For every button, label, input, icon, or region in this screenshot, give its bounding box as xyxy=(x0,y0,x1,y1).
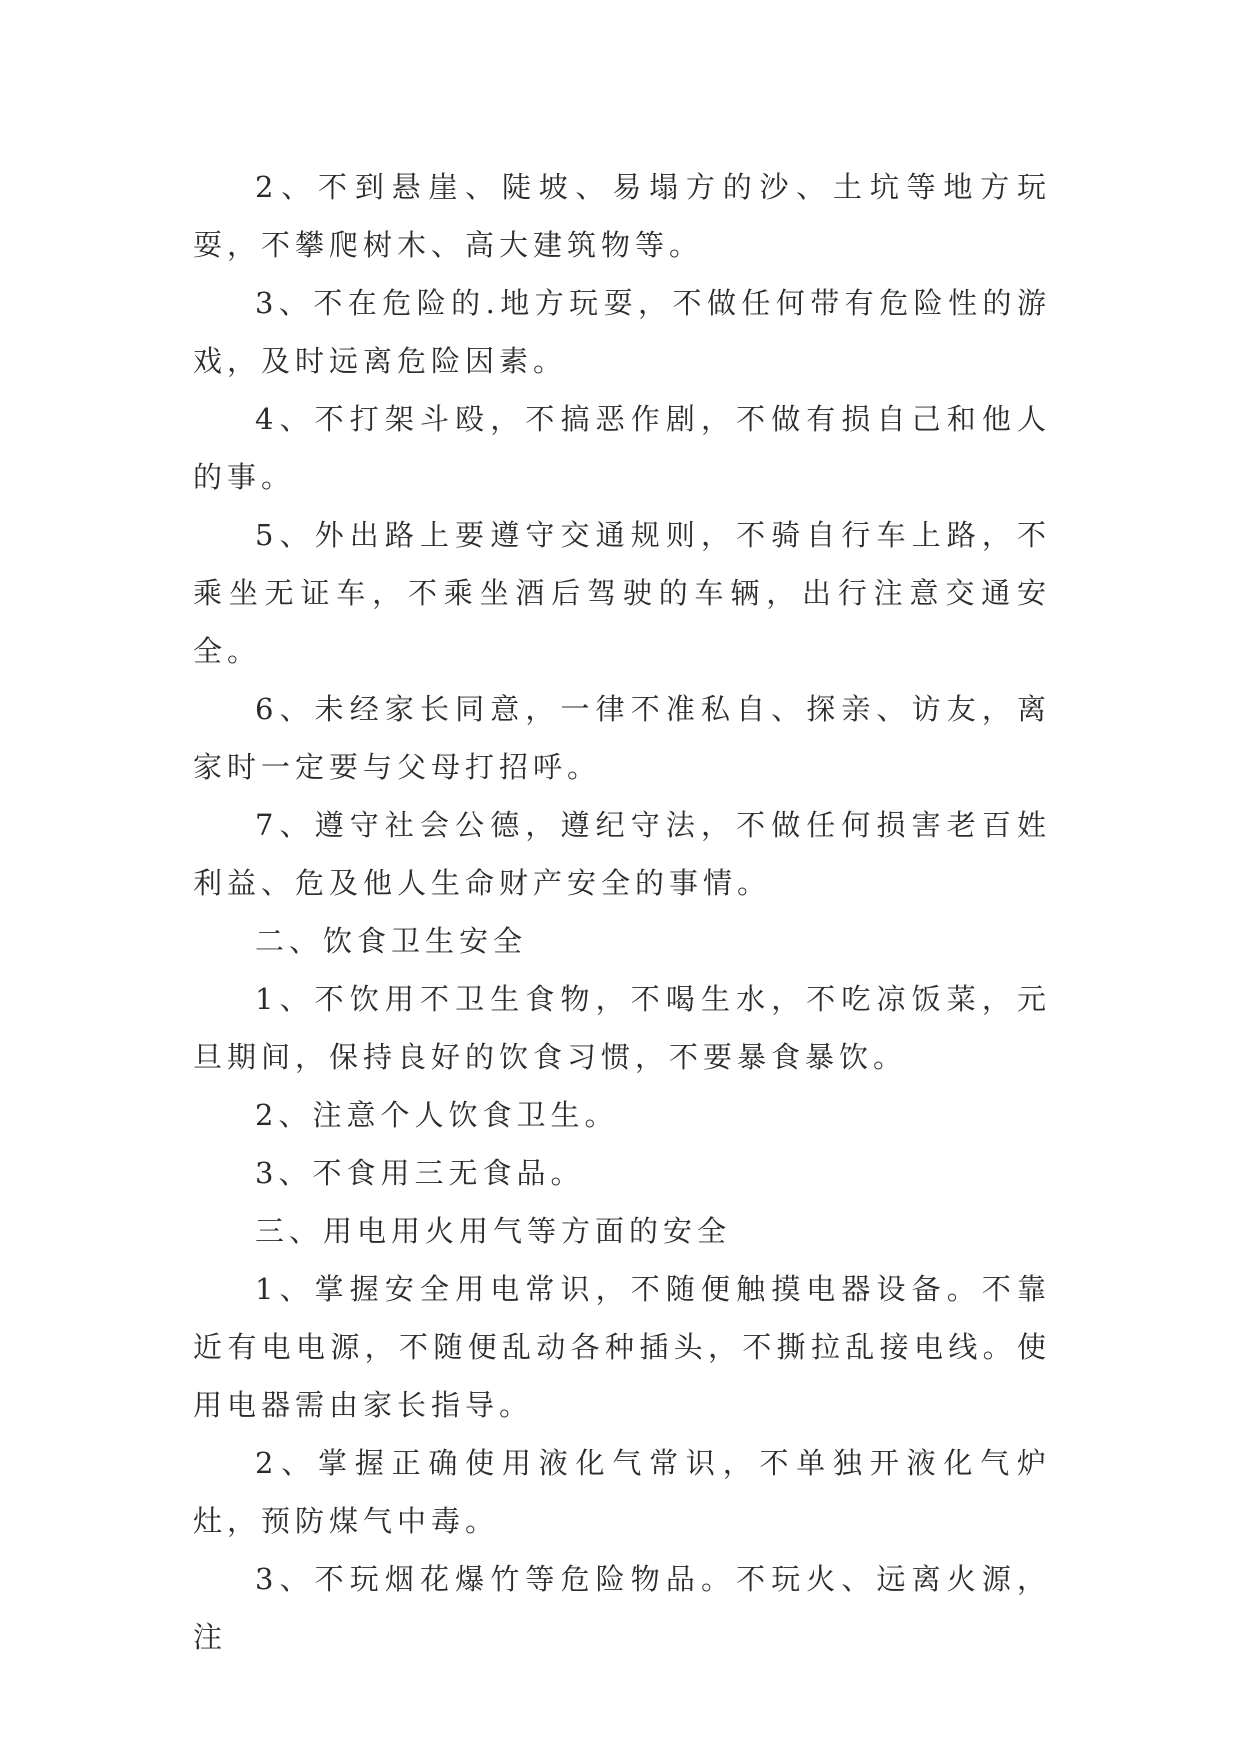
section-heading-food-safety: 二、饮食卫生安全 xyxy=(255,924,528,958)
document-body xyxy=(193,158,1051,1666)
section-heading-electricity-fire-gas: 三、用电用火用气等方面的安全 xyxy=(255,1214,732,1248)
paragraph-item-4-fighting: 4、不打架斗殴，不搞恶作剧，不做有损自己和他人的事。 xyxy=(193,402,1051,494)
paragraph-item-3-dangerous-places: 3、不在危险的.地方玩耍，不做任何带有危险性的游戏，及时远离危险因素。 xyxy=(193,286,1051,378)
paragraph-electric-item-2: 2、掌握正确使用液化气常识，不单独开液化气炉灶，预防煤气中毒。 xyxy=(193,1446,1051,1538)
paragraph-electric-item-1: 1、掌握安全用电常识，不随便触摸电器设备。不靠近有电电源，不随便乱动各种插头，不撕拉乱接电线。使用电器需由家长指导。 xyxy=(193,1272,1051,1422)
paragraph-food-item-3: 3、不食用三无食品。 xyxy=(255,1156,585,1190)
paragraph-item-5-traffic: 5、外出路上要遵守交通规则，不骑自行车上路，不乘坐无证车，不乘坐酒后驾驶的车辆，出行注意交通安全。 xyxy=(193,518,1051,668)
paragraph-item-6-parents-consent: 6、未经家长同意，一律不准私自、探亲、访友，离家时一定要与父母打招呼。 xyxy=(193,692,1051,784)
paragraph-item-2-cliffs: 2、不到悬崖、陡坡、易塌方的沙、土坑等地方玩耍，不攀爬树木、高大建筑物等。 xyxy=(193,170,1051,262)
paragraph-item-7-public-morality: 7、遵守社会公德，遵纪守法，不做任何损害老百姓利益、危及他人生命财产安全的事情。 xyxy=(193,808,1051,900)
paragraph-electric-item-3: 3、不玩烟花爆竹等危险物品。不玩火、远离火源，注 xyxy=(193,1562,1051,1654)
paragraph-food-item-2: 2、注意个人饮食卫生。 xyxy=(255,1098,619,1132)
paragraph-food-item-1: 1、不饮用不卫生食物，不喝生水，不吃凉饭菜，元旦期间，保持良好的饮食习惯，不要暴食暴饮。 xyxy=(193,982,1051,1074)
